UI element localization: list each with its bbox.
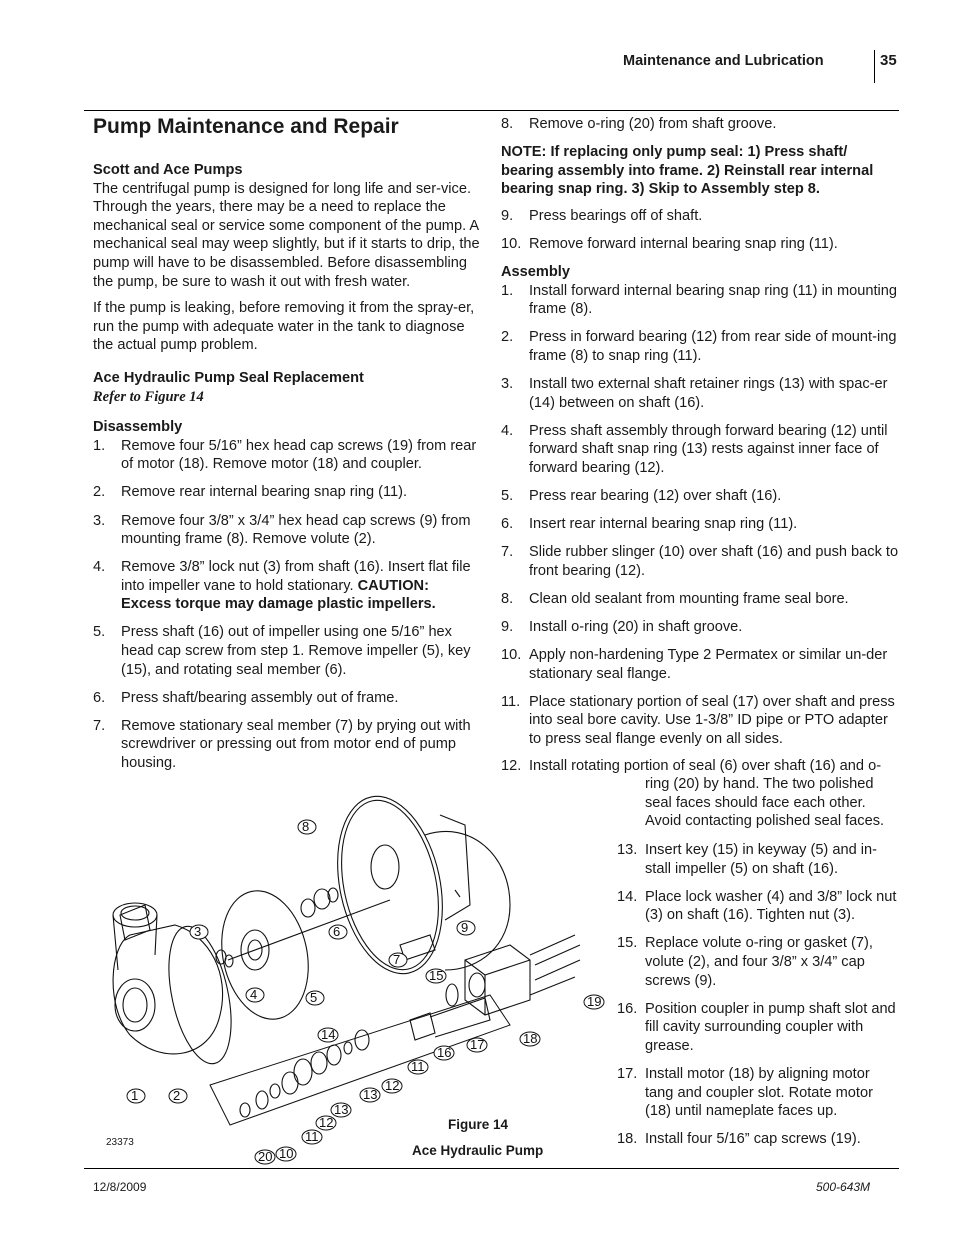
figure-caption: Ace Hydraulic Pump — [412, 1143, 544, 1158]
figure-label: Figure 14 — [448, 1117, 509, 1132]
svg-text:16: 16 — [437, 1045, 452, 1060]
header-section-title: Maintenance and Lubrication — [623, 53, 824, 69]
svg-text:6: 6 — [333, 924, 341, 939]
seal-replacement-heading: Ace Hydraulic Pump Seal Replacement — [93, 369, 364, 386]
page-number: 35 — [880, 52, 897, 69]
step-item: 16. Position coupler in pump shaft slot and fill cavity surrounding coupler with grease. — [617, 1000, 896, 1054]
svg-text:8: 8 — [302, 819, 310, 834]
step-item: 10. Remove forward internal bearing snap ring (11). — [501, 235, 838, 252]
step-item: 8. Clean old sealant from mounting frame seal bore. — [501, 590, 849, 607]
top-rule — [84, 110, 899, 111]
step-item: 17. Install motor (18) by aligning motor tang and coupler slot. Rotate motor (18) until nameplate faces up. — [617, 1065, 873, 1120]
svg-text:15: 15 — [429, 968, 444, 983]
step-item: 14. Place lock washer (4) and 3/8” lock nut (3) on shaft (16). Tighten nut (3). — [617, 888, 897, 924]
right-column — [501, 115, 901, 758]
scott-ace-heading: Scott and Ace Pumps — [93, 162, 243, 178]
svg-text:1: 1 — [131, 1088, 139, 1103]
step-item: 5. Press shaft (16) out of impeller using one 5/16” hex head cap screw from step 1. Remove impeller (5), key (15), and rotating seal member (6). — [93, 624, 471, 678]
svg-text:17: 17 — [470, 1037, 485, 1052]
step-12-continuation: ring (20) by hand. The two polished seal faces should face each other. Avoid contacting polished seal faces. — [645, 776, 885, 830]
svg-text:11: 11 — [411, 1059, 425, 1074]
disassembly-steps-continued — [501, 115, 901, 134]
svg-text:7: 7 — [393, 952, 401, 967]
footer-doc-number: 500-643M — [816, 1180, 871, 1194]
svg-text:3: 3 — [194, 924, 202, 939]
step-item: 6. Insert rear internal bearing snap ring (11). — [501, 516, 798, 533]
step-item: 7. Remove stationary seal member (7) by prying out with screwdriver or pressing out from motor end of pump housing. — [93, 717, 471, 772]
svg-text:19: 19 — [587, 994, 602, 1009]
step-item: 18. Install four 5/16” cap screws (19). — [617, 1131, 861, 1148]
bottom-rule — [84, 1168, 899, 1169]
step-item: 3. Remove four 3/8” x 3/4” hex head cap screws (9) from mounting frame (8). Remove volute (2). — [93, 512, 471, 548]
svg-text:13: 13 — [334, 1102, 349, 1117]
svg-text:13: 13 — [363, 1087, 378, 1102]
intro-paragraph: The centrifugal pump is designed for long life and ser-vice. Through the years, there may be a need to replace the mechanical seal or service some component of the pump. A mechanical seal may weep slightly, but if it starts to drip, the pump will have to be disassembled. Before disassembling the pump, be sure to wash it out with fresh water. — [93, 180, 480, 290]
drawing-number: 23373 — [106, 1137, 134, 1148]
assembly-heading: Assembly — [501, 264, 570, 281]
disassembly-steps — [93, 437, 483, 773]
svg-text:9: 9 — [461, 920, 469, 935]
step-12-first-line: Install rotating portion of seal (6) over shaft (16) and o- — [529, 758, 882, 774]
step-item: 13. Insert key (15) in keyway (5) and in-stall impeller (5) on shaft (16). — [617, 842, 877, 877]
footer-date: 12/8/2009 — [93, 1180, 147, 1194]
svg-text:10: 10 — [279, 1146, 294, 1161]
assembly-steps-lower — [617, 841, 901, 1158]
step-item: 2. Press in forward bearing (12) from rear side of mount-ing frame (8) to snap ring (11). — [501, 329, 897, 364]
page-title: Pump Maintenance and Repair — [93, 115, 399, 138]
assembly-step-12 — [501, 757, 901, 776]
step-item: 2. Remove rear internal bearing snap ring (11). — [93, 484, 408, 501]
svg-text:12: 12 — [319, 1115, 334, 1130]
step-item: 10. Apply non-hardening Type 2 Permatex or similar un-der stationary seal flange. — [501, 647, 888, 682]
step-item: 9. Install o-ring (20) in shaft groove. — [501, 618, 743, 635]
svg-text:18: 18 — [523, 1031, 538, 1046]
caution-text: CAUTION: Excess torque may damage plastic impellers. — [121, 577, 436, 613]
leak-paragraph: If the pump is leaking, before removing it from the spray-er, run the pump with adequate water in the tank to diagnose the actual pump problem. — [93, 300, 475, 354]
header-divider — [874, 50, 875, 83]
disassembly-steps-final — [501, 207, 901, 254]
step-number: 12. — [501, 758, 522, 774]
disassembly-heading: Disassembly — [93, 419, 183, 436]
svg-text:12: 12 — [385, 1078, 400, 1093]
figure-callouts — [127, 819, 604, 1164]
assembly-steps — [501, 282, 901, 749]
pump-exploded-diagram — [90, 795, 610, 1170]
step-item: 3. Install two external shaft retainer rings (13) with spac-er (14) between on shaft (16). — [501, 376, 888, 411]
figure-reference: Refer to Figure 14 — [93, 388, 204, 405]
step-item: 8. Remove o-ring (20) from shaft groove. — [501, 116, 777, 132]
svg-text:2: 2 — [173, 1088, 181, 1103]
step-item: 5. Press rear bearing (12) over shaft (16). — [501, 488, 782, 504]
svg-text:20: 20 — [258, 1149, 273, 1164]
svg-text:4: 4 — [250, 987, 258, 1002]
step-item: 4. Press shaft assembly through forward bearing (12) until forward shaft snap ring (13) rests against inner face of forward bearing (12). — [501, 422, 888, 476]
note-text: NOTE: If replacing only pump seal: 1) Press shaft/ bearing assembly into frame. 2) Reinstall rear internal bearing snap ring. 3) Skip to Assembly step 8. — [501, 144, 874, 198]
step-item: 9. Press bearings off of shaft. — [501, 207, 703, 224]
svg-text:14: 14 — [321, 1027, 336, 1042]
step-item: 11. Place stationary portion of seal (17) over shaft and press into seal bore cavity. Use 1-3/8” ID pipe or PTO adapter to press seal flange evenly on all sides. — [501, 693, 895, 747]
step-item: 7. Slide rubber slinger (10) over shaft (16) and push back to front bearing (12). — [501, 544, 899, 579]
step-item: 1. Install forward internal bearing snap ring (11) in mounting frame (8). — [501, 282, 898, 318]
step-item: 6. Press shaft/bearing assembly out of frame. — [93, 689, 399, 706]
left-column — [93, 115, 483, 782]
step-item: 15. Replace volute o-ring or gasket (7), volute (2), and four 3/8” x 3/4” cap screws (9). — [617, 935, 873, 989]
svg-text:5: 5 — [310, 990, 318, 1005]
svg-text:11: 11 — [305, 1129, 319, 1144]
step-item: 1. Remove four 5/16” hex head cap screws (19) from rear of motor (18). Remove motor (18) and coupler. — [93, 437, 477, 473]
step-item: 4. Remove 3/8” lock nut (3) from shaft (16). Insert flat file into impeller vane to hold stationary. CAUTION: Excess torque may damage plastic impellers. — [93, 559, 471, 613]
